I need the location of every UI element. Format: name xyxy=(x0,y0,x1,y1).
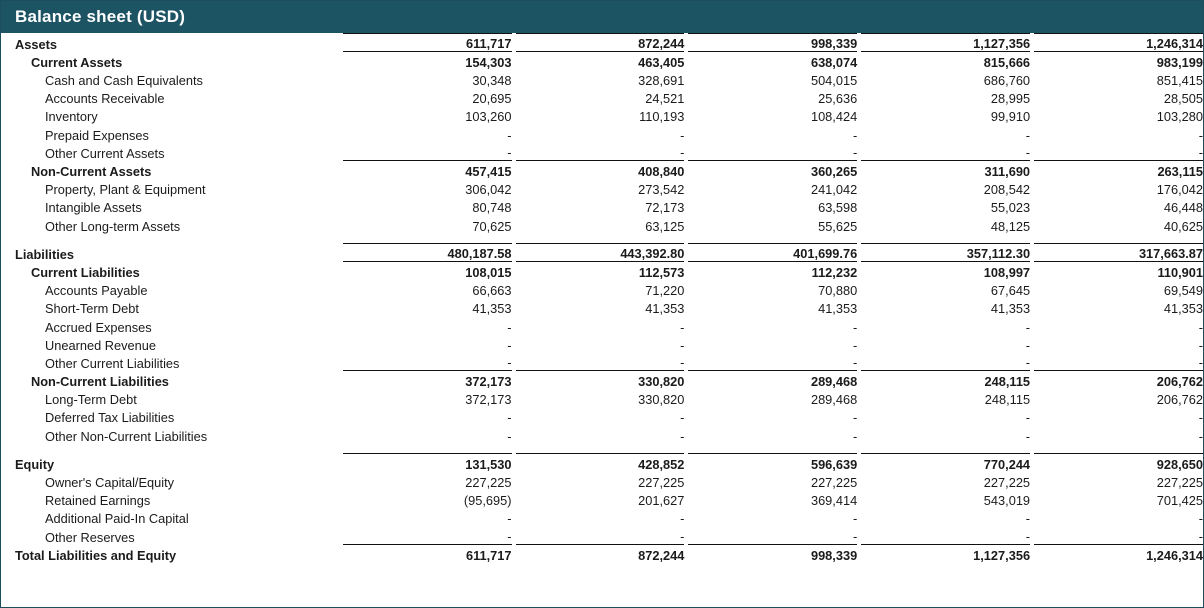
row-label: Owner's Capital/Equity xyxy=(45,475,175,490)
row-value: 241,042 xyxy=(810,182,858,198)
row-value: 112,232 xyxy=(688,262,857,280)
row-value: - xyxy=(507,511,512,527)
row-label: Accounts Payable xyxy=(45,283,148,299)
row-value: 328,691 xyxy=(638,73,685,89)
row-value: 41,353 xyxy=(818,301,858,317)
row-label: Other Current Liabilities xyxy=(45,355,180,371)
row-value: - xyxy=(1025,511,1031,527)
row-value: 1,246,314 xyxy=(1034,34,1203,52)
row-value: 227,225 xyxy=(983,475,1031,490)
row-value: 46,448 xyxy=(1163,200,1203,216)
row-value: - xyxy=(1198,410,1203,426)
row-value: - xyxy=(1198,529,1203,545)
row-value: 108,997 xyxy=(861,262,1030,280)
row-value: - xyxy=(680,529,685,545)
row-value: 815,666 xyxy=(861,52,1030,70)
row-value: - xyxy=(1025,145,1031,161)
table-row xyxy=(1,407,1203,425)
row-value: 41,353 xyxy=(472,301,512,317)
row-value: 206,762 xyxy=(1156,392,1203,408)
row-label: Other Long-term Assets xyxy=(45,218,181,234)
row-value: 638,074 xyxy=(688,52,857,70)
row-value: 1,127,356 xyxy=(861,34,1030,52)
row-value: 48,125 xyxy=(990,218,1031,234)
row-value: 1,127,356 xyxy=(861,545,1030,563)
table-row xyxy=(1,425,1203,443)
row-value: 289,468 xyxy=(688,371,857,389)
row-value: 28,995 xyxy=(990,91,1031,107)
row-label: Accounts Receivable xyxy=(45,91,165,107)
row-value: - xyxy=(507,529,512,545)
row-value: - xyxy=(852,410,858,426)
row-value: - xyxy=(1025,355,1031,371)
row-value: - xyxy=(1025,127,1031,143)
row-value: (95,695) xyxy=(463,493,512,509)
row-label: Other Reserves xyxy=(45,529,135,545)
row-value: 63,598 xyxy=(818,200,858,216)
table-row xyxy=(1,472,1203,490)
row-value: - xyxy=(507,428,512,444)
row-value: 998,339 xyxy=(688,34,857,52)
row-value: - xyxy=(680,127,685,143)
table-row xyxy=(1,244,1203,262)
row-value: - xyxy=(852,428,858,444)
row-value: - xyxy=(1025,319,1031,335)
row-value: 112,573 xyxy=(516,262,685,280)
row-value: 401,699.76 xyxy=(688,244,857,262)
row-value: 701,425 xyxy=(1156,493,1203,509)
row-label: Property, Plant & Equipment xyxy=(45,182,206,198)
row-value: - xyxy=(1198,319,1203,335)
row-value: 330,820 xyxy=(516,371,685,389)
row-value: 480,187.58 xyxy=(343,244,512,262)
row-value: - xyxy=(1025,410,1031,426)
row-value: - xyxy=(507,319,512,335)
row-value: 110,901 xyxy=(1034,262,1203,280)
row-label: Other Current Assets xyxy=(45,145,165,161)
row-value: 108,015 xyxy=(343,262,512,280)
table-row xyxy=(1,52,1203,70)
table-row xyxy=(1,88,1203,106)
row-value: - xyxy=(1025,337,1031,353)
spacer-cell xyxy=(1,444,1034,454)
row-value: - xyxy=(852,319,858,335)
row-value: 55,023 xyxy=(990,200,1031,216)
row-value: 227,225 xyxy=(810,475,858,490)
row-value: 70,880 xyxy=(818,283,858,299)
row-label: Other Non-Current Liabilities xyxy=(45,428,208,444)
row-value: 770,244 xyxy=(861,454,1030,472)
row-value: 311,690 xyxy=(861,161,1030,179)
table-row xyxy=(1,179,1203,197)
row-value: 28,505 xyxy=(1163,91,1203,107)
row-value: 372,173 xyxy=(343,371,512,389)
row-value: - xyxy=(680,511,685,527)
table-row xyxy=(1,508,1203,526)
row-value: - xyxy=(507,337,512,353)
row-value: 360,265 xyxy=(688,161,857,179)
row-label: Cash and Cash Equivalents xyxy=(45,73,203,89)
row-value: - xyxy=(852,355,858,371)
row-value: - xyxy=(507,127,512,143)
row-value: - xyxy=(852,529,858,545)
table-row xyxy=(1,215,1203,233)
row-label: Long-Term Debt xyxy=(45,392,137,408)
row-value: 41,353 xyxy=(1163,301,1203,317)
row-value: - xyxy=(680,337,685,353)
table-row xyxy=(1,70,1203,88)
row-value: 306,042 xyxy=(465,182,512,198)
table-row xyxy=(1,298,1203,316)
row-value: 55,625 xyxy=(818,218,858,234)
row-value: - xyxy=(680,355,685,371)
row-value: - xyxy=(1198,145,1203,161)
row-value: 463,405 xyxy=(516,52,685,70)
row-value: 110,193 xyxy=(639,109,685,125)
row-value: - xyxy=(680,145,685,161)
row-value: - xyxy=(852,511,858,527)
row-value: - xyxy=(1025,529,1031,545)
row-value: 206,762 xyxy=(1034,371,1203,389)
row-value: - xyxy=(680,428,685,444)
row-value: 72,173 xyxy=(645,200,685,216)
row-label: Accrued Expenses xyxy=(45,319,152,335)
row-label: Total Liabilities and Equity xyxy=(15,547,177,563)
row-label: Assets xyxy=(15,36,57,52)
row-value: 20,695 xyxy=(472,91,512,107)
row-value: - xyxy=(1198,127,1203,143)
row-value: 248,115 xyxy=(861,371,1030,389)
row-value: - xyxy=(852,127,858,143)
row-value: 289,468 xyxy=(810,392,858,408)
row-value: 154,303 xyxy=(343,52,512,70)
row-label: Deferred Tax Liabilities xyxy=(45,410,175,426)
row-value: 457,415 xyxy=(343,161,512,179)
row-label: Liabilities xyxy=(15,246,75,262)
table-row xyxy=(1,106,1203,124)
row-value: - xyxy=(1198,511,1203,527)
table-row xyxy=(1,316,1203,334)
row-label: Non-Current Assets xyxy=(31,164,152,179)
row-value: 131,530 xyxy=(343,454,512,472)
row-value: 611,717 xyxy=(343,545,512,563)
row-value: 63,125 xyxy=(645,218,685,234)
row-value: 70,625 xyxy=(472,218,512,234)
row-value: 273,542 xyxy=(638,182,685,198)
row-value: 227,225 xyxy=(465,475,512,490)
row-value: 25,636 xyxy=(818,91,858,107)
row-value: 227,225 xyxy=(638,475,685,490)
row-value: - xyxy=(1198,428,1203,444)
row-value: 317,663.87 xyxy=(1034,244,1203,262)
row-value: 69,549 xyxy=(1163,283,1203,299)
row-label: Equity xyxy=(15,456,55,472)
row-value: 99,910 xyxy=(990,109,1031,125)
row-label: Non-Current Liabilities xyxy=(31,374,169,390)
row-value: 24,521 xyxy=(645,91,685,107)
table-row xyxy=(1,143,1203,161)
row-value: 851,415 xyxy=(1156,73,1203,89)
row-value: 686,760 xyxy=(983,73,1031,89)
table-row xyxy=(1,454,1203,472)
row-value: - xyxy=(852,145,858,161)
document-title: Balance sheet (USD) xyxy=(1,1,1203,33)
row-value: - xyxy=(507,410,512,426)
table-row xyxy=(1,526,1203,544)
table-row xyxy=(1,545,1203,563)
row-value: 30,348 xyxy=(472,73,512,89)
row-label: Short-Term Debt xyxy=(45,301,139,317)
row-value: 408,840 xyxy=(516,161,685,179)
row-label: Retained Earnings xyxy=(45,493,151,509)
table-row xyxy=(1,34,1203,52)
table-row xyxy=(1,335,1203,353)
row-value: 428,852 xyxy=(516,454,685,472)
row-value: - xyxy=(507,355,512,371)
row-value: 443,392.80 xyxy=(516,244,685,262)
row-value: 872,244 xyxy=(516,34,685,52)
row-value: 201,627 xyxy=(638,493,685,509)
row-value: - xyxy=(680,319,685,335)
row-label: Prepaid Expenses xyxy=(45,127,149,143)
row-value: 66,663 xyxy=(472,283,512,299)
row-value: - xyxy=(680,410,685,426)
row-label: Current Assets xyxy=(31,54,123,70)
row-value: 108,424 xyxy=(810,109,858,125)
row-value: 80,748 xyxy=(472,200,512,216)
balance-sheet-table xyxy=(1,33,1203,563)
table-spacer-row xyxy=(1,444,1203,454)
row-value: 263,115 xyxy=(1034,161,1203,179)
row-value: 1,246,314 xyxy=(1034,545,1203,563)
row-value: 67,645 xyxy=(990,283,1031,299)
row-value: - xyxy=(507,145,512,161)
row-value: 41,353 xyxy=(645,301,685,317)
table-row xyxy=(1,371,1203,389)
row-value: 357,112.30 xyxy=(861,244,1030,262)
row-value: - xyxy=(1025,428,1031,444)
row-label: Inventory xyxy=(45,109,98,125)
row-value: 369,414 xyxy=(810,493,858,509)
row-value: 41,353 xyxy=(990,301,1031,317)
spacer-cell xyxy=(1,234,1034,244)
row-value: 208,542 xyxy=(983,182,1031,198)
table-row xyxy=(1,124,1203,142)
row-value: 40,625 xyxy=(1163,218,1203,234)
table-spacer-row xyxy=(1,234,1203,244)
row-label: Unearned Revenue xyxy=(45,337,156,353)
row-value: 248,115 xyxy=(984,392,1031,408)
row-value: 372,173 xyxy=(465,392,512,408)
table-row xyxy=(1,389,1203,407)
row-value: 330,820 xyxy=(638,392,685,408)
row-value: - xyxy=(1198,337,1203,353)
row-value: 103,280 xyxy=(1156,109,1203,125)
row-value: 983,199 xyxy=(1034,52,1203,70)
row-value: 176,042 xyxy=(1156,182,1203,198)
row-value: 543,019 xyxy=(983,493,1031,509)
row-value: 998,339 xyxy=(688,545,857,563)
row-value: - xyxy=(1198,355,1203,371)
table-row xyxy=(1,262,1203,280)
row-value: 872,244 xyxy=(516,545,685,563)
row-label: Intangible Assets xyxy=(45,200,142,216)
table-row xyxy=(1,280,1203,298)
row-value: 596,639 xyxy=(688,454,857,472)
table-body xyxy=(1,34,1203,563)
row-label: Additional Paid-In Capital xyxy=(45,511,189,527)
table-row xyxy=(1,490,1203,508)
row-value: 227,225 xyxy=(1156,475,1203,490)
table-row xyxy=(1,197,1203,215)
table-row xyxy=(1,161,1203,179)
table-row xyxy=(1,353,1203,371)
row-value: 71,220 xyxy=(645,283,685,299)
row-label: Current Liabilities xyxy=(31,264,140,280)
row-value: - xyxy=(852,337,858,353)
row-value: 928,650 xyxy=(1034,454,1203,472)
row-value: 103,260 xyxy=(465,109,512,125)
row-value: 611,717 xyxy=(343,34,512,52)
row-value: 504,015 xyxy=(810,73,858,89)
